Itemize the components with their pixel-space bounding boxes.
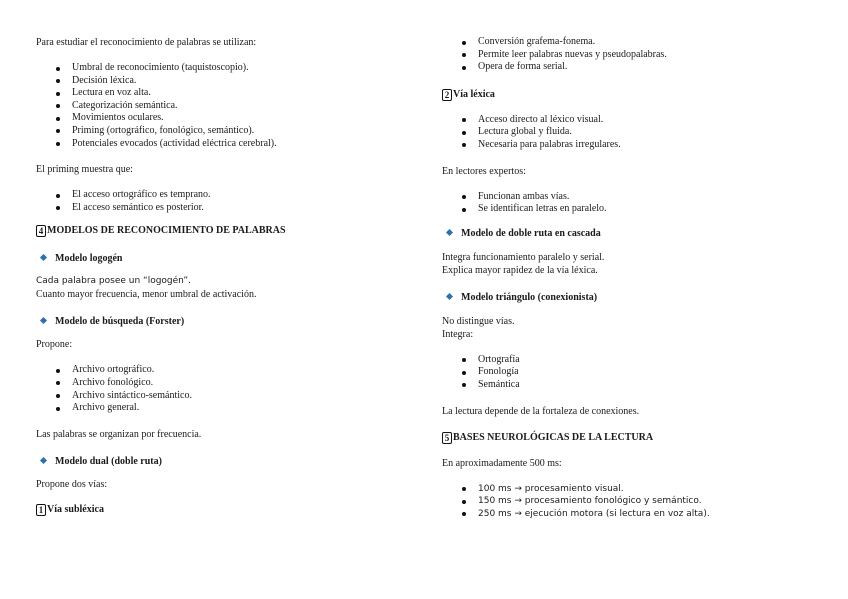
forster-heading <box>36 315 416 329</box>
left-column <box>36 36 416 517</box>
logogen-title: Modelo logogén <box>55 253 123 265</box>
list-item: Archivo general. <box>36 402 416 415</box>
cascade-title: Modelo de doble ruta en cascada <box>461 227 601 239</box>
cascade-line-1: Integra funcionamiento paralelo y serial. <box>442 251 605 263</box>
list-item: Acceso directo al léxico visual. <box>442 114 822 127</box>
triangle-note: La lectura depende de la fortaleza de conexiones. <box>442 405 640 417</box>
dual-intro: Propone dos vías: <box>36 478 108 490</box>
logogen-heading <box>36 252 416 266</box>
list-item: Ortografía <box>442 354 822 367</box>
list-item: Funcionan ambas vías. <box>442 191 822 204</box>
list-item: Archivo sintáctico-semántico. <box>36 390 416 403</box>
lexical-list <box>442 114 822 152</box>
number-2-icon: 2 <box>442 89 452 101</box>
experts-intro: En lectores expertos: <box>442 165 526 177</box>
diamond-bullet-icon <box>40 457 47 464</box>
list-item: Priming (ortográfico, fonológico, semántico). <box>36 125 416 138</box>
timing-intro: En aproximadamente 500 ms: <box>442 457 562 469</box>
list-item: Necesaria para palabras irregulares. <box>442 139 822 152</box>
list-item: Opera de forma serial. <box>442 61 822 74</box>
section-4-title: MODELOS DE RECONOCIMIENTO DE PALABRAS <box>47 225 286 237</box>
lexical-title: Vía léxica <box>453 88 495 100</box>
forster-note: Las palabras se organizan por frecuencia. <box>36 428 202 440</box>
diamond-bullet-icon <box>40 317 47 324</box>
triangle-line-2: Integra: <box>442 328 474 340</box>
list-item: Se identifican letras en paralelo. <box>442 203 822 216</box>
section-4-heading <box>36 224 416 238</box>
methods-list <box>36 62 416 150</box>
right-column <box>442 36 822 520</box>
triangle-list <box>442 354 822 392</box>
forster-list <box>36 364 416 414</box>
triangle-heading <box>442 291 822 305</box>
lexical-heading <box>442 88 822 102</box>
cascade-heading <box>442 227 822 241</box>
intro-text: Para estudiar el reconocimiento de palabras se utilizan: <box>36 37 257 48</box>
sublexical-heading <box>36 503 416 517</box>
list-item: Lectura en voz alta. <box>36 87 416 100</box>
triangle-line-1: No distingue vías. <box>442 315 515 327</box>
list-item: Movimientos oculares. <box>36 112 416 125</box>
list-item: Fonología <box>442 366 822 379</box>
list-item: Semántica <box>442 379 822 392</box>
timing-list <box>442 483 822 521</box>
list-item: Umbral de reconocimiento (taquistoscopio). <box>36 62 416 75</box>
priming-list <box>36 189 416 214</box>
list-item: Archivo ortográfico. <box>36 364 416 377</box>
list-item: Archivo fonológico. <box>36 377 416 390</box>
triangle-title: Modelo triángulo (conexionista) <box>461 291 598 303</box>
section-5-heading <box>442 431 822 445</box>
list-item: Conversión grafema-fonema. <box>442 36 822 49</box>
list-item: 250 ms → ejecución motora (si lectura en voz alta). <box>442 508 822 521</box>
list-item: El acceso semántico es posterior. <box>36 202 416 215</box>
list-item: Decisión léxica. <box>36 75 416 88</box>
list-item: Categorización semántica. <box>36 100 416 113</box>
sublexical-title: Vía subléxica <box>47 503 104 515</box>
diamond-bullet-icon <box>40 254 47 261</box>
list-item: El acceso ortográfico es temprano. <box>36 189 416 202</box>
number-5-icon: 5 <box>442 432 452 444</box>
experts-list <box>442 191 822 216</box>
forster-intro: Propone: <box>36 339 73 351</box>
logogen-line-1: Cada palabra posee un “logogén”. <box>36 276 191 287</box>
number-4-icon: 4 <box>36 225 46 237</box>
diamond-bullet-icon <box>446 229 453 236</box>
list-item: Potenciales evocados (actividad eléctrica cerebral). <box>36 138 416 151</box>
list-item: Lectura global y fluida. <box>442 126 822 139</box>
dual-title: Modelo dual (doble ruta) <box>55 455 162 467</box>
list-item: 100 ms → procesamiento visual. <box>442 483 822 496</box>
number-1-icon: 1 <box>36 504 46 516</box>
priming-intro: El priming muestra que: <box>36 164 133 176</box>
diamond-bullet-icon <box>446 293 453 300</box>
logogen-line-2: Cuanto mayor frecuencia, menor umbral de activación. <box>36 289 257 301</box>
list-item: Permite leer palabras nuevas y pseudopalabras. <box>442 49 822 62</box>
sublexical-list <box>442 36 822 74</box>
forster-title: Modelo de búsqueda (Forster) <box>55 316 185 328</box>
dual-heading <box>36 455 416 469</box>
list-item: 150 ms → procesamiento fonológico y semántico. <box>442 495 822 508</box>
cascade-line-2: Explica mayor rapidez de la vía léxica. <box>442 264 598 276</box>
section-5-title: BASES NEUROLÓGICAS DE LA LECTURA <box>453 431 654 443</box>
